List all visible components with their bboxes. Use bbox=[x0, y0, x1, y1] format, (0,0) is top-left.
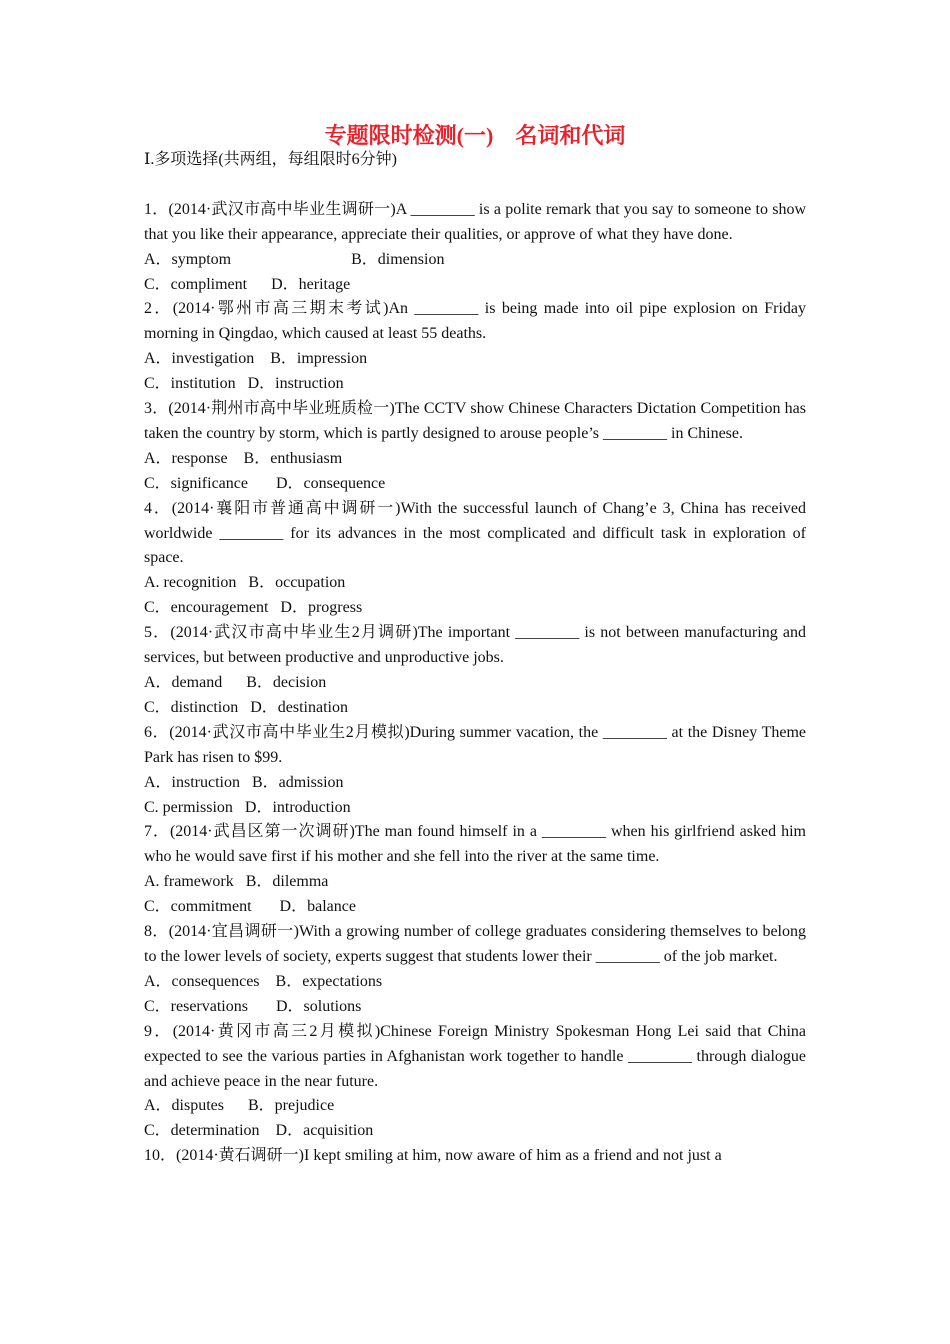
section-heading: Ⅰ.多项选择(共两组，每组限时6分钟) bbox=[144, 151, 397, 168]
page-title: 专题限时检测(一) 名词和代词 bbox=[324, 123, 626, 148]
options-row: A．response B．enthusiasm bbox=[144, 449, 343, 467]
options-row: C．commitment D．balance bbox=[144, 898, 356, 916]
question-text: 3．(2014·荆州市高中毕业班质检一)The CCTV show Chinese Characters Dictation Competition has taken the country by storm, which is partly designed to arouse people’s ________ in Chinese. bbox=[144, 400, 806, 442]
options-row: C．encouragement D．progress bbox=[144, 599, 363, 617]
options-row: C．significance D．consequence bbox=[144, 474, 386, 492]
options-row: A．consequences B．expectations bbox=[144, 972, 383, 990]
question-text: 10．(2014·黄石调研一)I kept smiling at him, now aware of him as a friend and not just a bbox=[144, 1147, 722, 1165]
question-7 bbox=[144, 820, 806, 920]
question-8 bbox=[144, 920, 806, 1020]
options-row: A．disputes B．prejudice bbox=[144, 1097, 335, 1115]
options-row: A. framework B．dilemma bbox=[144, 873, 329, 891]
options-row: A．instruction B．admission bbox=[144, 773, 344, 791]
question-6 bbox=[144, 721, 806, 821]
question-text: 8．(2014·宜昌调研一)With a growing number of college graduates considering themselves to belong to the lower levels of society, experts suggest that students lower their ________ of the job market. bbox=[144, 923, 806, 965]
options-row: A．demand B．decision bbox=[144, 674, 327, 692]
question-4 bbox=[144, 497, 806, 622]
question-10 bbox=[144, 1144, 806, 1169]
question-text: 9．(2014·黄冈市高三2月模拟)Chinese Foreign Ministry Spokesman Hong Lei said that China expected to see the various parties in Afghanistan work together to handle ________ through dialogue and achieve peace in the near future. bbox=[144, 1022, 806, 1090]
question-1 bbox=[144, 198, 806, 298]
question-text: 1．(2014·武汉市高中毕业生调研一)A ________ is a polite remark that you say to someone to show that you like their appearance, appreciate their qualities, or approve of what they have done. bbox=[144, 200, 806, 243]
question-text: 5．(2014·武汉市高中毕业生2月调研)The important ________ is not between manufacturing and services, but between productive and unproductive jobs. bbox=[144, 624, 806, 667]
content-body bbox=[144, 148, 806, 1169]
question-text: 2．(2014·鄂州市高三期末考试)An ________ is being made into oil pipe explosion on Friday morning in Qingdao, which caused at least 55 deaths. bbox=[144, 300, 806, 343]
options-row: C．compliment D．heritage bbox=[144, 275, 351, 293]
question-text: 4．(2014·襄阳市普通高中调研一)With the successful launch of Chang’e 3, China has received worldwide ________ for its advances in the most complicated and difficult task in exploration of space. bbox=[144, 499, 806, 567]
question-text: 7．(2014·武昌区第一次调研)The man found himself in a ________ when his girlfriend asked him who he would save first if his mother and she fell into the river at the same time. bbox=[144, 823, 806, 866]
options-row: A．symptom B．dimension bbox=[144, 250, 445, 268]
question-text: 6．(2014·武汉市高中毕业生2月模拟)During summer vacation, the ________ at the Disney Theme Park has risen to $99. bbox=[144, 723, 806, 766]
question-2 bbox=[144, 297, 806, 397]
question-5 bbox=[144, 621, 806, 721]
question-3 bbox=[144, 397, 806, 497]
options-row: C. permission D．introduction bbox=[144, 798, 351, 816]
options-row: C．reservations D．solutions bbox=[144, 997, 362, 1015]
options-row: C．institution D．instruction bbox=[144, 375, 344, 393]
options-row: C．determination D．acquisition bbox=[144, 1122, 374, 1140]
options-row: A．investigation B．impression bbox=[144, 350, 368, 368]
options-row: A. recognition B．occupation bbox=[144, 574, 346, 592]
options-row: C．distinction D．destination bbox=[144, 698, 348, 716]
question-9 bbox=[144, 1020, 806, 1145]
